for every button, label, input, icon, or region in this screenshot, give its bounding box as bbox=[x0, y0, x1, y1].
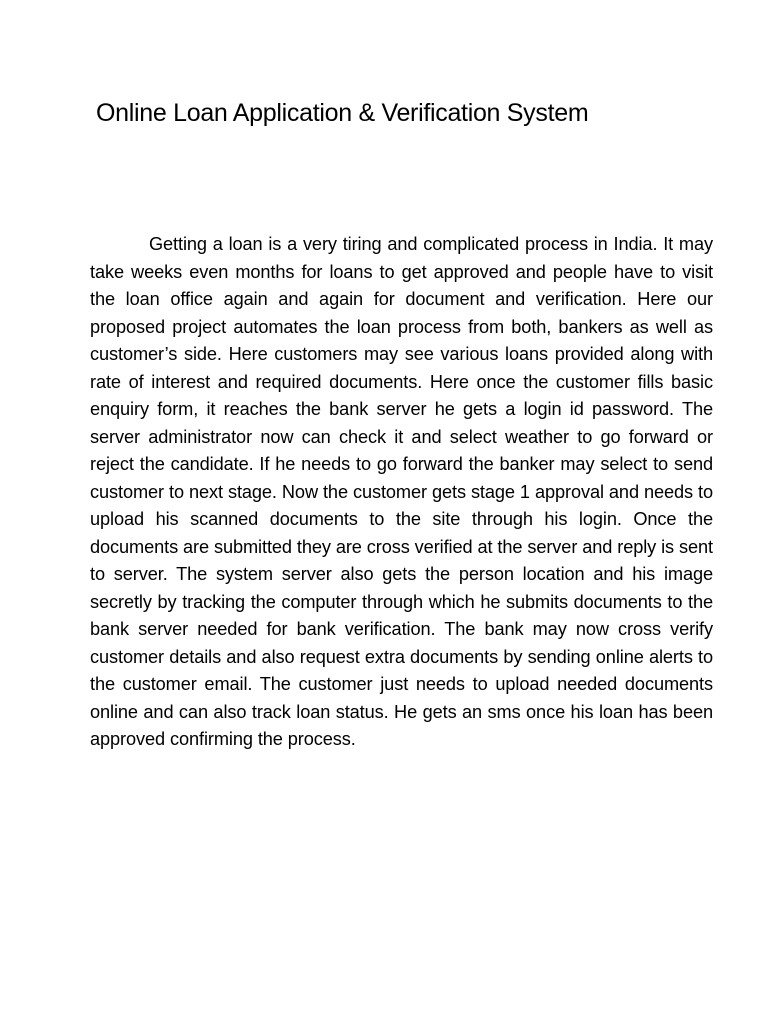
document-title: Online Loan Application & Verification System bbox=[96, 99, 589, 127]
body-paragraph: Getting a loan is a very tiring and complicated process in India. It may take weeks even months for loans to get approved and people have to visit the loan office again and again for document and verification. Here our proposed project automates the loan process from both, bankers as well as customer’s side. Here customers may see various loans provided along with rate of interest and required documents. Here once the customer fills basic enquiry form, it reaches the bank server he gets a login id password. The server administrator now can check it and select weather to go forward or reject the candidate. If he needs to go forward the banker may select to send customer to next stage. Now the customer gets stage 1 approval and needs to upload his scanned documents to the site through his login. Once the documents are submitted they are cross verified at the server and reply is sent to server. The system server also gets the person location and his image secretly by tracking the computer through which he submits documents to the bank server needed for bank verification. The bank may now cross verify customer details and also request extra documents by sending online alerts to the customer email. The customer just needs to upload needed documents online and can also track loan status. He gets an sms once his loan has been approved confirming the process. bbox=[90, 234, 713, 749]
